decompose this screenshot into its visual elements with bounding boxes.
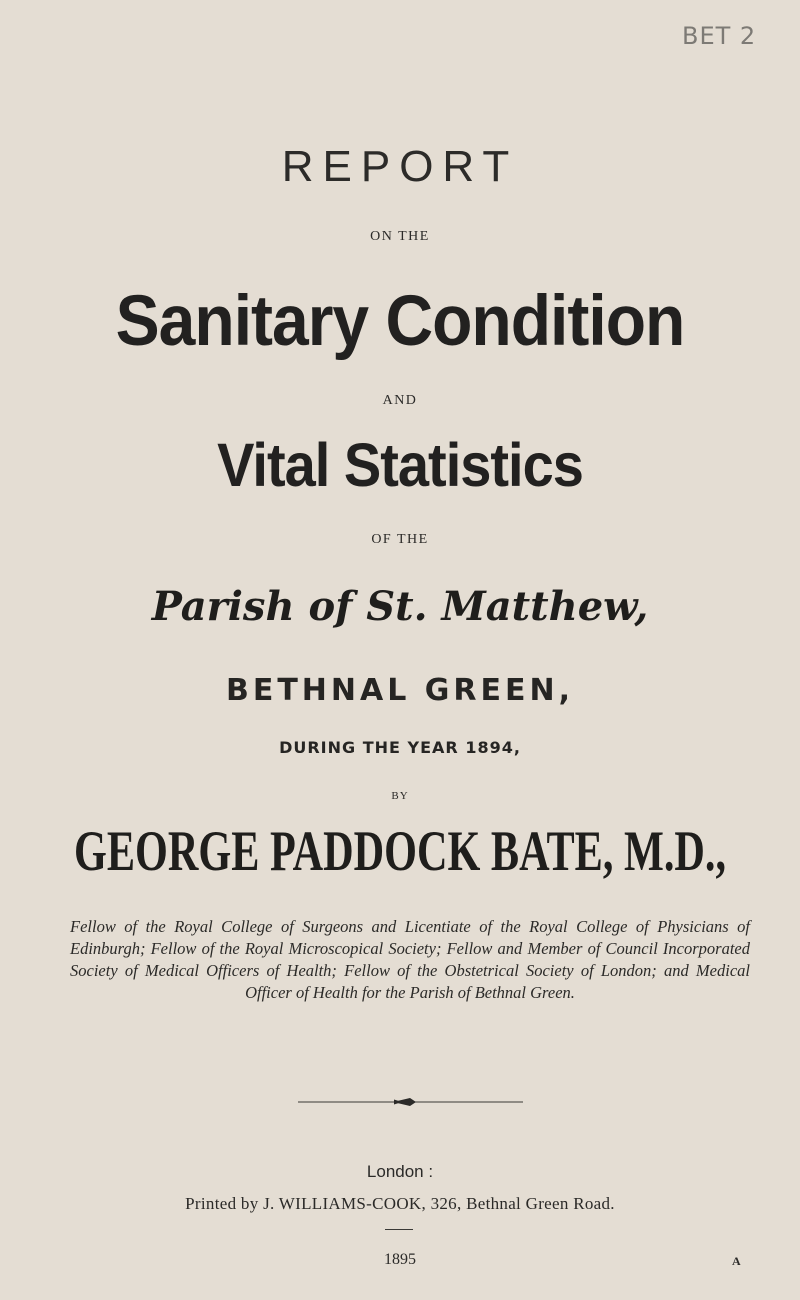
signature-mark: A bbox=[732, 1254, 741, 1268]
author-credentials: Fellow of the Royal College of Surgeons and Licentiate of the Royal College of Physicians of Edinburgh; Fellow of the Royal Microscopical Society; Fellow and Member of Council Incorporated Society of Medical Officers of Health; Fellow of the Obstetrical Society of London; and Medical Officer of Health for the Parish of Bethnal Green. bbox=[70, 917, 750, 1002]
year-line: DURING THE YEAR 1894, bbox=[279, 738, 521, 757]
shelfmark: BET 2 bbox=[682, 22, 757, 50]
district-heading: BETHNAL GREEN, bbox=[225, 673, 575, 708]
vital-statistics-heading: Vital Statistics bbox=[217, 429, 583, 500]
on-the-text: ON THE bbox=[370, 229, 430, 244]
of-the-text: OF THE bbox=[371, 532, 429, 547]
imprint-divider bbox=[385, 1229, 413, 1230]
imprint-place: London : bbox=[366, 1162, 434, 1181]
and-text: AND bbox=[382, 393, 418, 408]
by-text: BY bbox=[391, 790, 409, 802]
report-heading: REPORT bbox=[281, 142, 519, 191]
imprint-year: 1895 bbox=[384, 1251, 416, 1268]
parish-heading: Parish of St. Matthew, bbox=[151, 583, 649, 630]
sanitary-condition-heading: Sanitary Condition bbox=[115, 280, 685, 360]
ornament-rule bbox=[298, 1095, 523, 1109]
imprint-printer: Printed by J. WILLIAMS-COOK, 326, Bethnal Green Road. bbox=[185, 1194, 615, 1213]
author-name: GEORGE PADDOCK BATE, M.D., bbox=[74, 819, 726, 884]
